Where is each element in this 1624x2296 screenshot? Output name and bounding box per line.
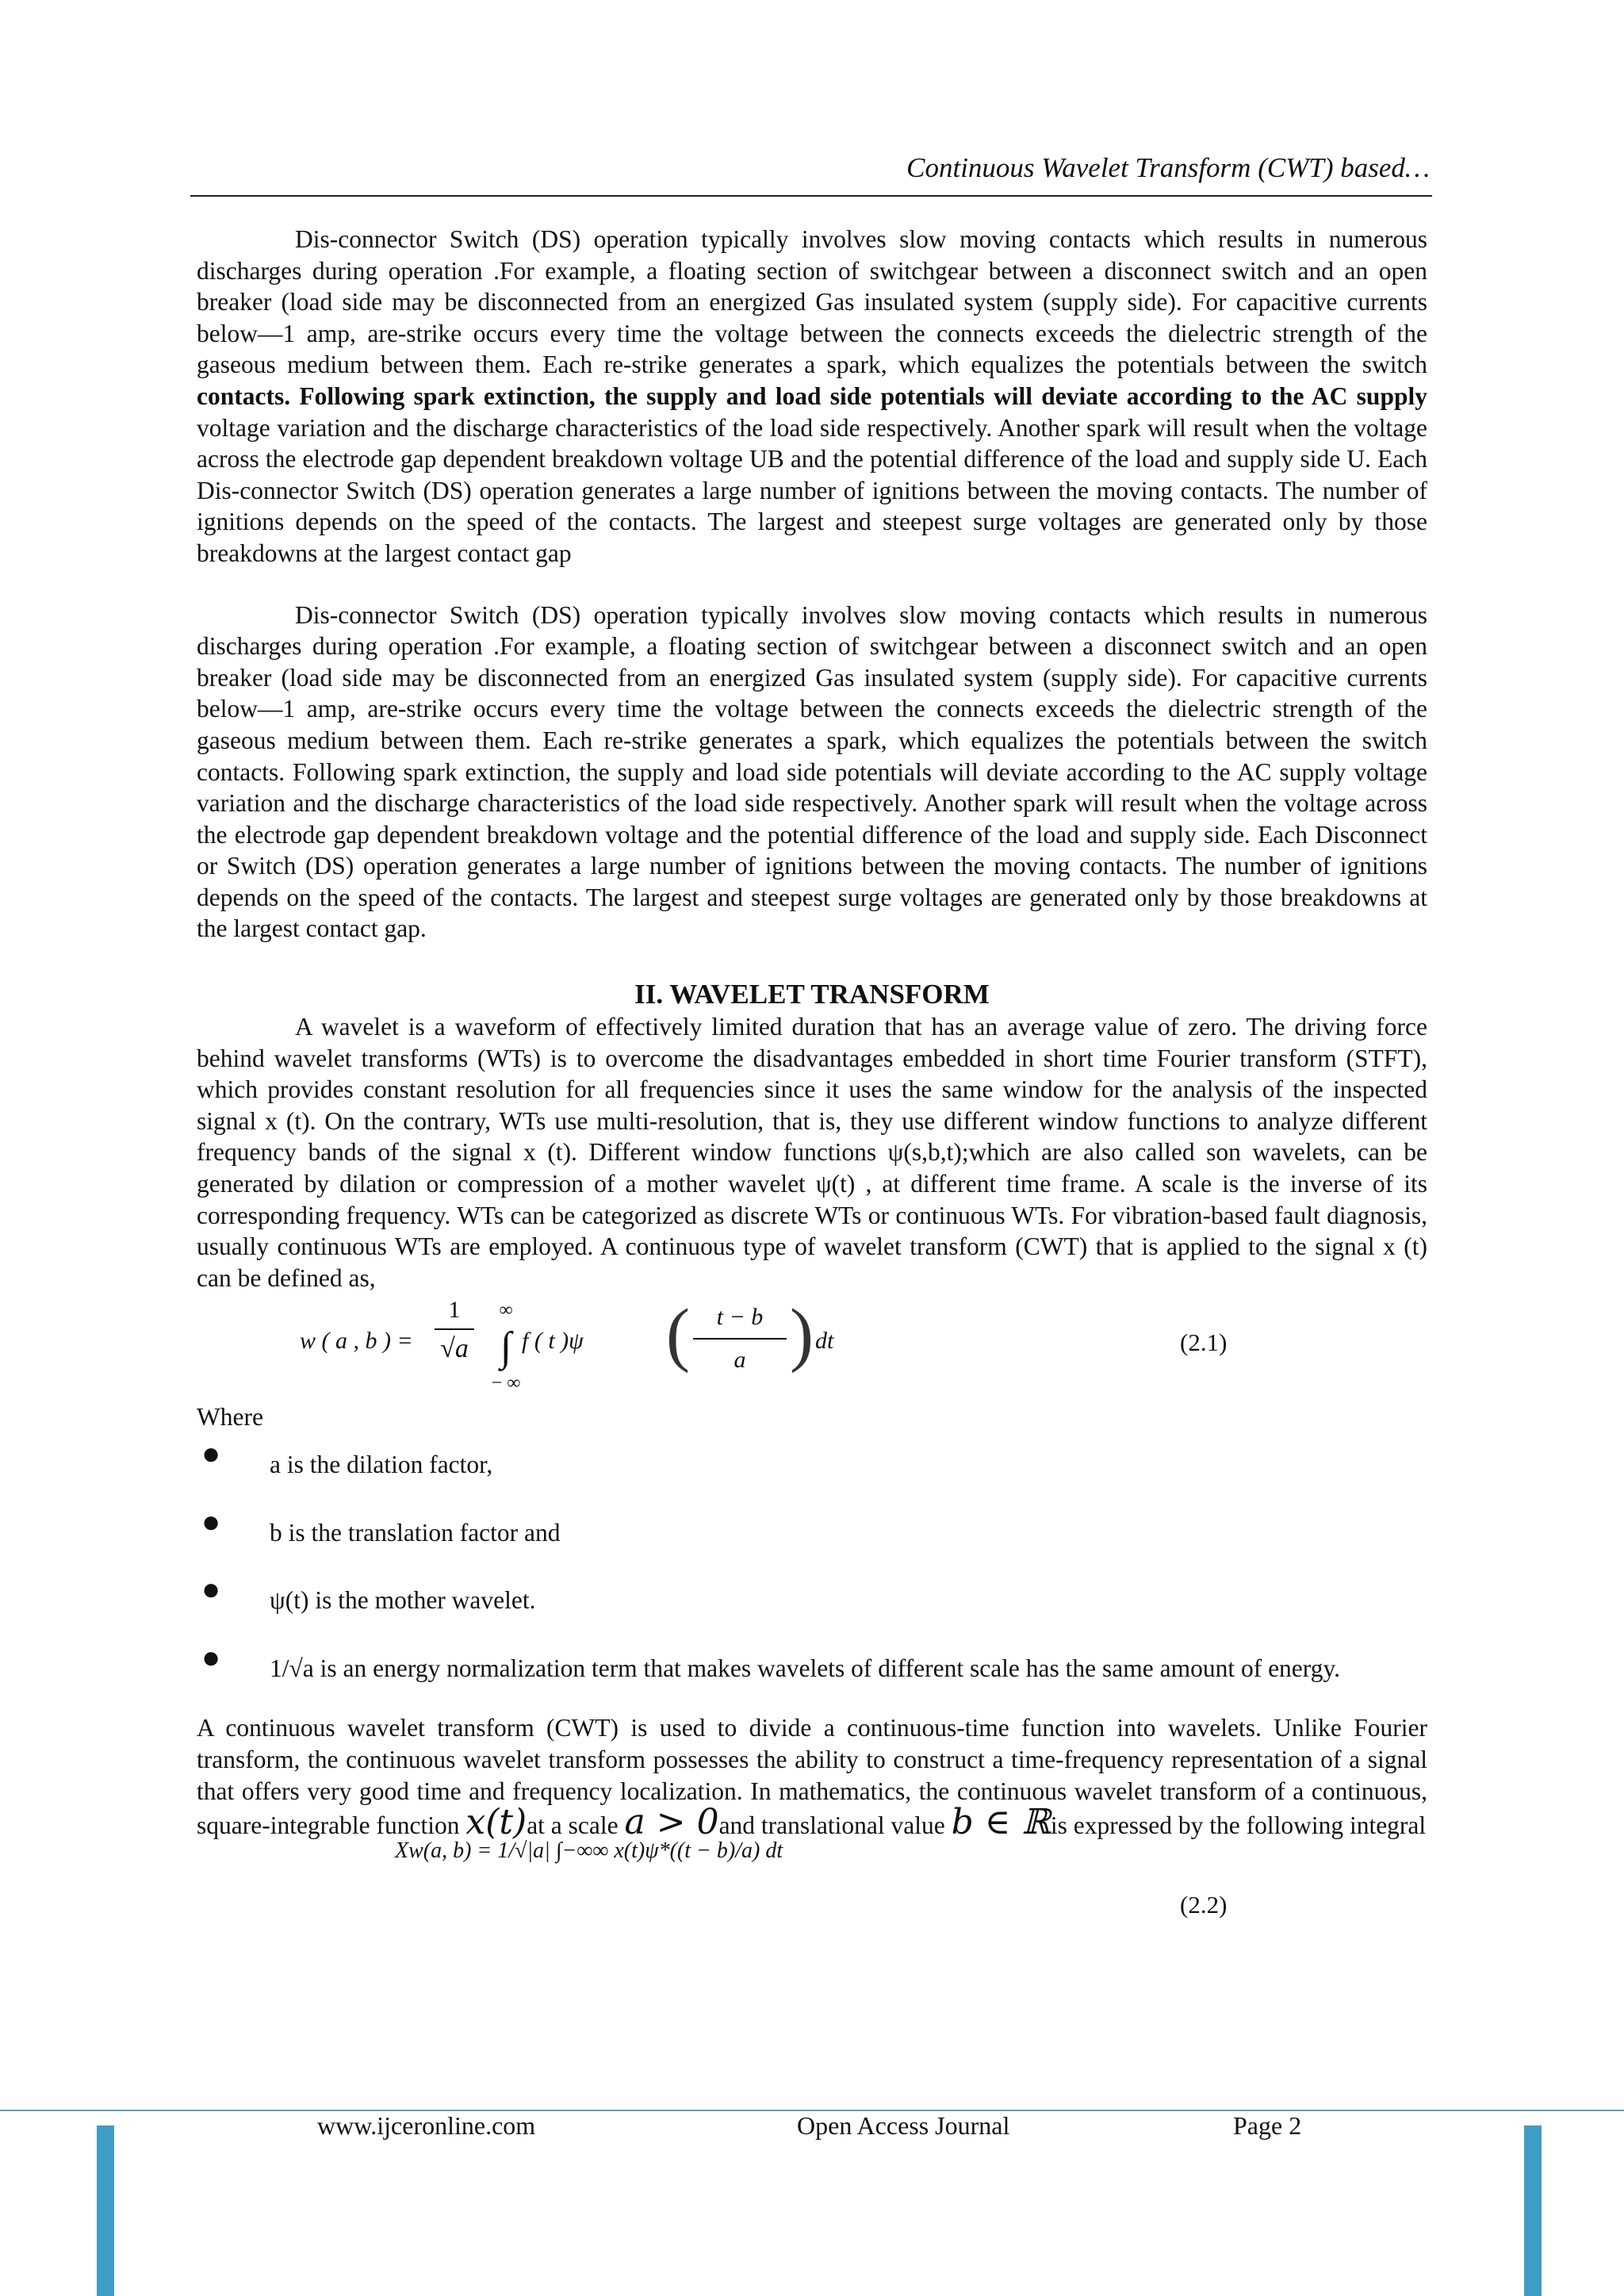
closing-text-2: at a scale — [527, 1811, 625, 1840]
list-item: ● b is the translation factor and — [201, 1503, 561, 1547]
definition-list — [197, 1435, 1427, 1684]
footer-website-link[interactable]: www.ijceronline.com — [317, 2111, 536, 2140]
list-item: ● a is the dilation factor, — [201, 1435, 493, 1478]
paragraph-1-text-b: voltage variation and the discharge characteristics of the load side respectively. Another spark will result when the voltage across the electrode gap dependent breakdown voltage UB and the potential difference of the load and supply side U. Each Dis-connector Switch (DS) operation generates a large number of ignitions between the moving contacts. The number of ignitions depends on the speed of the contacts. The largest and steepest surge voltages are generated only by those breakdowns at the largest contact gap — [197, 413, 1427, 567]
bullet-text: b is the translation factor and — [270, 1518, 561, 1547]
footer-page-number: Page 2 — [1233, 2111, 1302, 2140]
section-title: II. WAVELET TRANSFORM — [634, 979, 990, 1010]
eq1-arg-numerator: t − b — [716, 1304, 764, 1331]
closing-paragraph — [197, 1712, 1427, 1841]
footer-decoration-right — [1524, 2125, 1542, 2296]
eq2-formula: Xw(a, b) = 1/√|a| ∫−∞∞ x(t)ψ*((t − b)/a) dt — [395, 1838, 783, 1863]
eq1-denominator: √a — [440, 1334, 469, 1364]
eq1-integral — [490, 1295, 522, 1399]
closing-text-4: is expressed by the following integral — [1050, 1811, 1427, 1840]
eq1-argument: ( t − b a ) — [666, 1295, 814, 1374]
bullet-text: ψ(t) is the mother wavelet. — [270, 1586, 536, 1615]
math-x-of-t: x(t) — [465, 1802, 527, 1843]
running-header: Continuous Wavelet Transform (CWT) based… — [906, 152, 1430, 183]
eq1-lower-limit: − ∞ — [491, 1373, 521, 1393]
eq1-arg-denominator: a — [733, 1347, 746, 1373]
list-item: ● 1/√a is an energy normalization term that makes wavelets of different scale has the same amount of energy. — [201, 1639, 1341, 1682]
eq1-lhs: w ( a , b ) = — [300, 1328, 413, 1355]
footer-decoration-left — [97, 2125, 114, 2296]
paragraph-1-text-a: Dis-connector Switch (DS) operation typically involves slow moving contacts which results in numerous discharges during operation .For example, a floating section of switchgear between a disconnect switch and an open breaker (load side may be disconnected from an energized Gas insulated system (supply side). For capacitive currents below—1 amp, are-strike occurs every time the voltage between the connects exceeds the dielectric strength of the gaseous medium between them. Each re-strike generates a spark, which equalizes the potentials between the switch — [197, 225, 1427, 379]
closing-text-3: and translational value — [718, 1811, 952, 1840]
closing-text-1: A continuous wavelet transform (CWT) is used to divide a continuous-time function into wavelets. Unlike Fourier transform, the continuous wavelet transform possesses the ability to construct a time-frequency representation of a signal that offers very good time and frequency localization. In mathematics, the continuous wavelet transform of a continuous, square-integrable function — [197, 1714, 1427, 1840]
math-b-real: b ∈ ℝ — [951, 1802, 1051, 1843]
paragraph-2: Dis-connector Switch (DS) operation typically involves slow moving contacts which results in numerous discharges during operation .For example, a floating section of switchgear between a disconnect switch and an open breaker (load side may be disconnected from an energized Gas insulated system (supply side). For capacitive currents below—1 amp, are-strike occurs every time the voltage between the connects exceeds the dielectric strength of the gaseous medium between them. Each re-strike generates a spark, which equalizes the potentials between the switch contacts. Following spark extinction, the supply and load side potentials will deviate according to the AC supply voltage variation and the discharge characteristics of the load side respectively. Another spark will result when the voltage across the electrode gap dependent breakdown voltage and the potential difference of the load and supply side. Each Disconnect or Switch (DS) operation generates a large number of ignitions between the moving contacts. The number of ignitions depends on the speed of the contacts. The largest and steepest surge voltages are generated only by those breakdowns at the largest contact gap. — [197, 600, 1427, 943]
equation-2-1 — [197, 1295, 1427, 1393]
math-a-positive: a > 0 — [624, 1802, 719, 1843]
eq1-differential: dt — [815, 1328, 834, 1355]
equation-2-2 — [197, 1838, 1427, 1929]
eq1-number: (2.1) — [1180, 1328, 1228, 1357]
paragraph-1 — [197, 224, 1427, 569]
eq1-upper-limit: ∞ — [499, 1300, 513, 1321]
section-paragraph: A wavelet is a waveform of effectively limited duration that has an average value of zero. The driving force behind wavelet transforms (WTs) is to overcome the disadvantages embedded in short time Fourier transform (STFT), which provides constant resolution for all frequencies since it uses the same window for the analysis of the inspected signal x (t). On the contrary, WTs use multi-resolution, that is, they use different window functions to analyze different frequency bands of the signal x (t). Different window functions ψ(s,b,t);which are also called son wavelets, can be generated by dilation or compression of a mother wavelet ψ(t) , at different time frame. A scale is the inverse of its corresponding frequency. WTs can be categorized as discrete WTs or continuous WTs. For vibration-based fault diagnosis, usually continuous WTs are employed. A continuous type of wavelet transform (CWT) that is applied to the signal x (t) can be defined as, — [197, 1013, 1427, 1292]
where-label: Where — [197, 1403, 263, 1432]
bullet-text: a is the dilation factor, — [270, 1451, 493, 1478]
eq1-fraction — [435, 1295, 474, 1365]
eq1-integral-sign: ∫ — [500, 1324, 512, 1370]
header-rule — [190, 195, 1432, 197]
footer-journal: Open Access Journal — [797, 2111, 1010, 2140]
paragraph-1-bold: contacts. Following spark extinction, the supply and load side potentials will deviate according to the AC supply — [197, 381, 1427, 410]
bullet-text: 1/√a is an energy normalization term that makes wavelets of different scale has the same amount of energy. — [270, 1654, 1341, 1682]
list-item: ● ψ(t) is the mother wavelet. — [201, 1571, 536, 1615]
eq1-numerator: 1 — [448, 1297, 461, 1324]
eq2-number: (2.2) — [1180, 1890, 1228, 1918]
page-body — [197, 224, 1427, 1929]
eq1-integrand: f ( t )ψ — [522, 1328, 584, 1355]
